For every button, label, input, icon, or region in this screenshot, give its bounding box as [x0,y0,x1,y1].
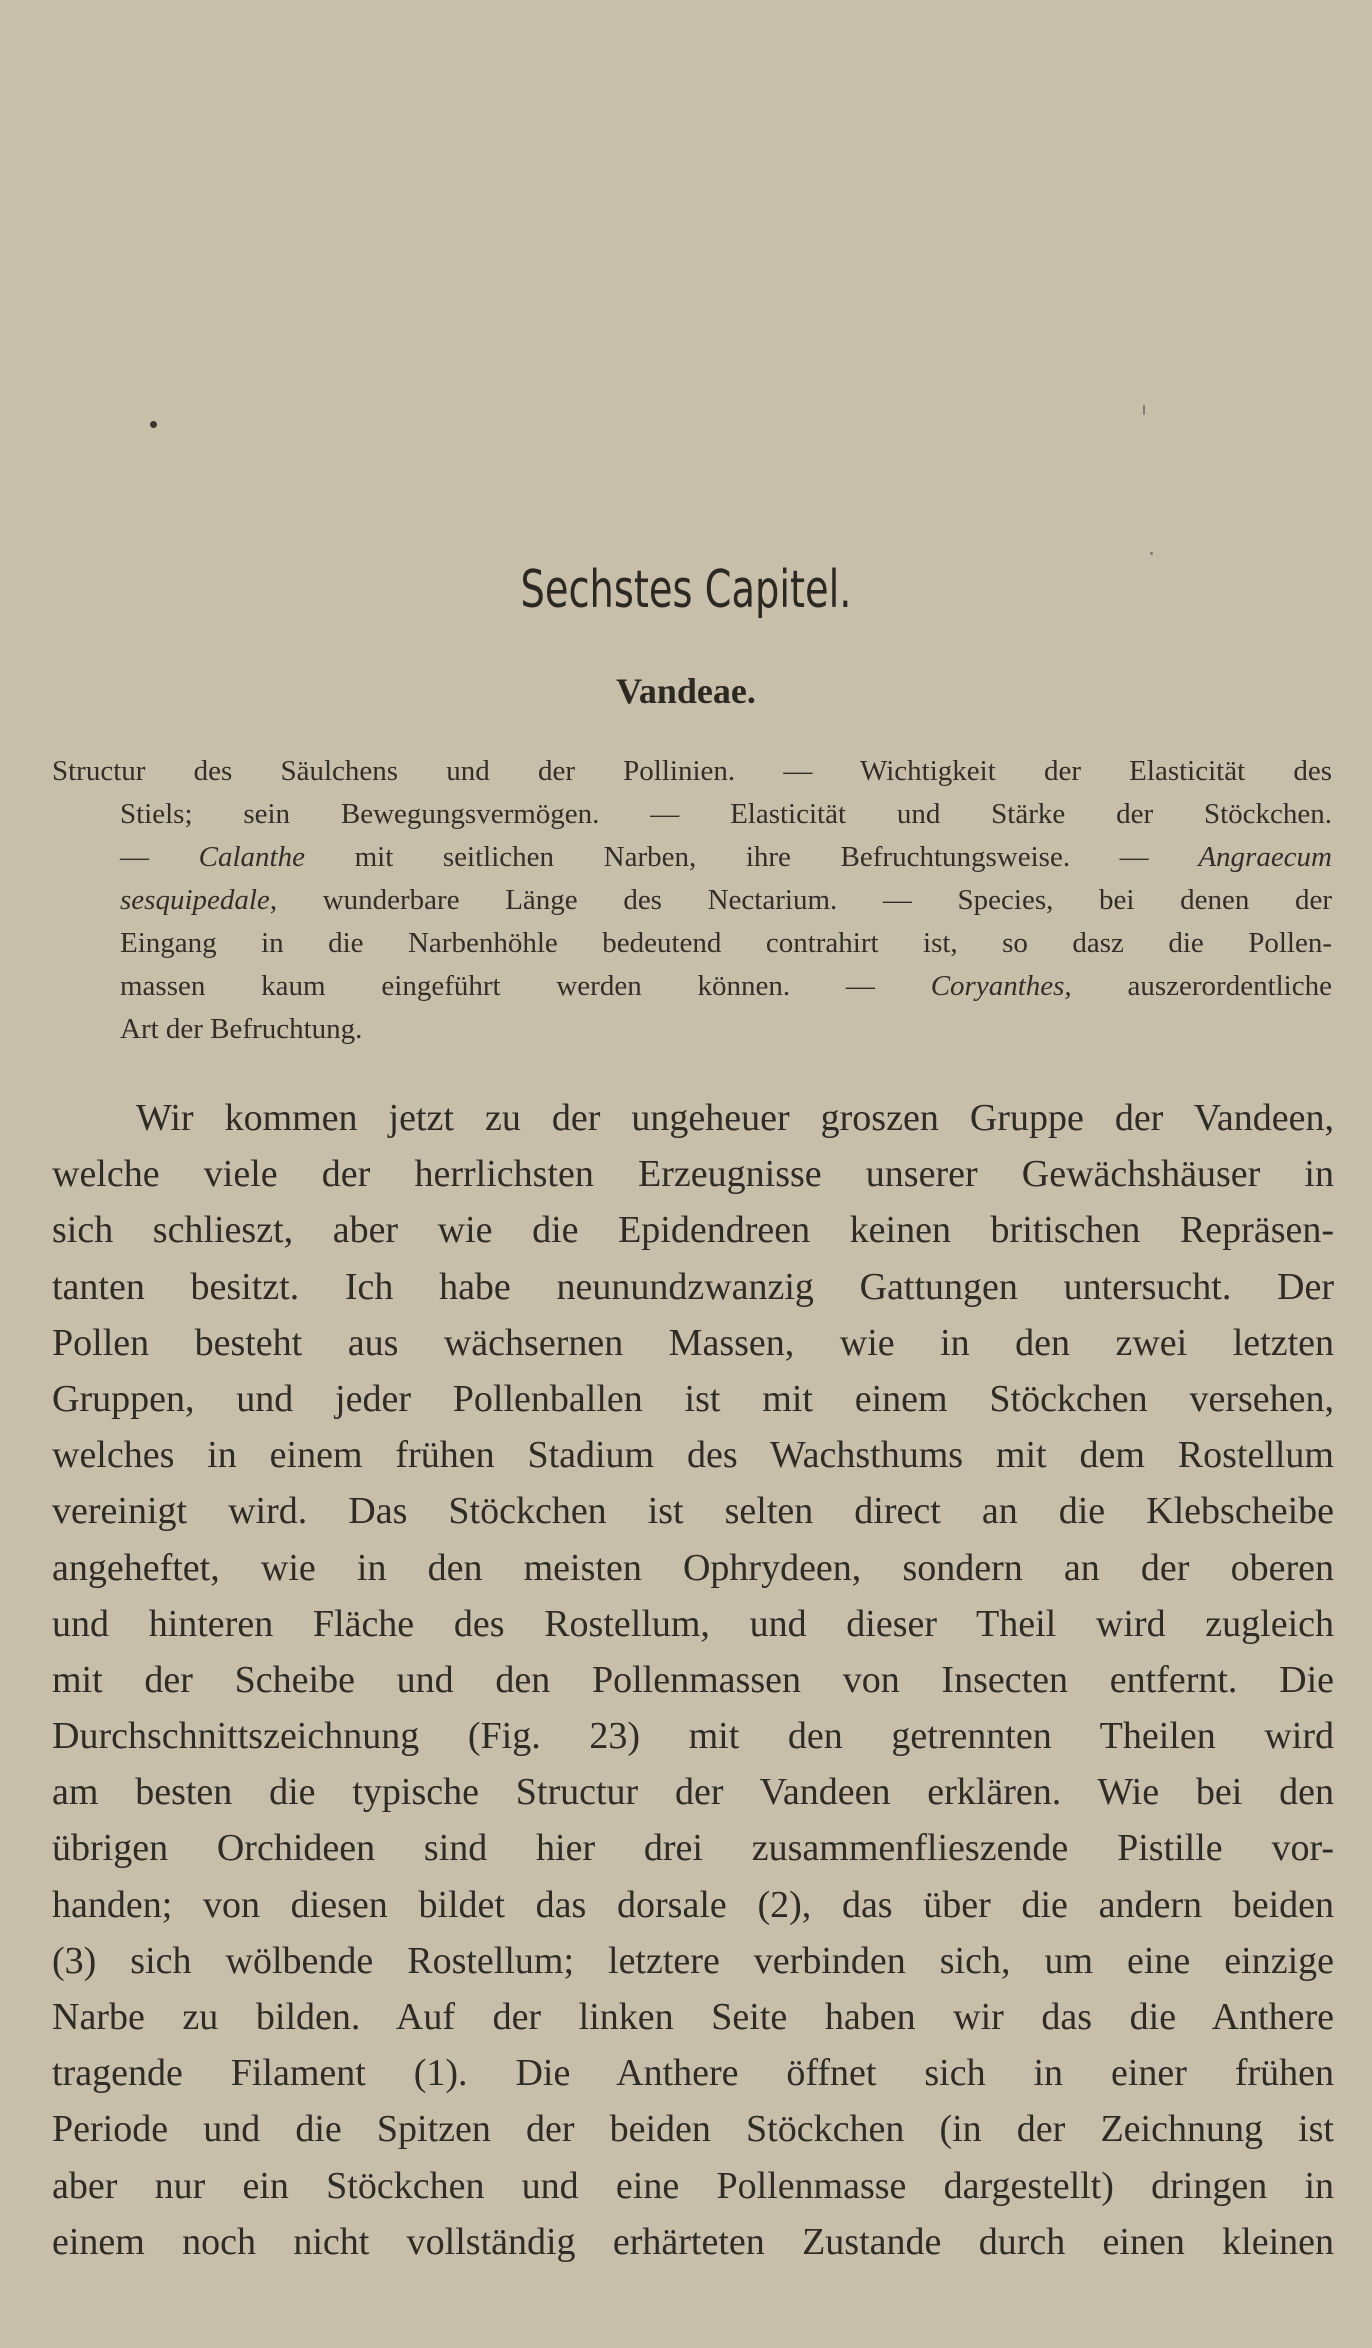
summary-line: Stiels; sein Bewegungsvermögen. — Elasticität und Stärke der Stöckchen. [120,798,1332,830]
body-line: Periode und die Spitzen der beiden Stöckchen (in der Zeichnung ist [52,2108,1334,2151]
body-paragraph [52,1090,1334,2270]
body-line: tanten besitzt. Ich habe neunundzwanzig Gattungen untersucht. Der [52,1265,1334,1308]
body-line: (3) sich wölbende Rostellum; letztere verbinden sich, um eine einzige [52,1939,1334,1982]
body-line: handen; von diesen bildet das dorsale (2), das über die andern beiden [52,1883,1334,1926]
summary-line: Eingang in die Narbenhöhle bedeutend contrahirt ist, so dasz die Pollen- [120,927,1332,959]
body-line: welche viele der herrlichsten Erzeugnisse unserer Gewächshäuser in [52,1153,1334,1196]
summary-line: massen kaum eingeführt werden können. — Coryanthes, auszerordentliche [120,970,1332,1002]
summary-line: — Calanthe mit seitlichen Narben, ihre Befruchtungsweise. — Angraecum [120,841,1332,873]
ink-speck [1143,405,1145,415]
body-line: Narbe zu bilden. Auf der linken Seite haben wir das die Anthere [52,1996,1334,2038]
body-line: welches in einem frühen Stadium des Wachsthums mit dem Rostellum [52,1434,1334,1477]
summary-line: Structur des Säulchens und der Pollinien. — Wichtigkeit der Elasticität des [52,755,1332,787]
summary-line: Art der Befruchtung. [120,1013,363,1045]
summary-line: sesquipedale, wunderbare Länge des Nectarium. — Species, bei denen der [120,884,1332,916]
body-line: und hinteren Fläche des Rostellum, und dieser Theil wird zugleich [52,1602,1334,1645]
chapter-title: Sechstes Capitel. [520,560,852,620]
ink-speck [150,421,157,428]
ink-speck [1150,552,1153,555]
body-line: aber nur ein Stöckchen und eine Pollenmasse dargestellt) dringen in [52,2164,1334,2207]
body-line: einem noch nicht vollständig erhärteten Zustande durch einen kleinen [52,2220,1334,2263]
body-line: Durchschnittszeichnung (Fig. 23) mit den getrennten Theilen wird [52,1715,1334,1758]
chapter-summary [52,750,1332,1051]
body-line: übrigen Orchideen sind hier drei zusammenflieszende Pistille vor- [52,1827,1334,1870]
body-line: sich schlieszt, aber wie die Epidendreen keinen britischen Repräsen- [52,1209,1334,1252]
body-line: angeheftet, wie in den meisten Ophrydeen, sondern an der oberen [52,1546,1334,1589]
section-title: Vandeae. [616,671,756,711]
body-line: Pollen besteht aus wächsernen Massen, wie in den zwei letzten [52,1321,1334,1364]
body-line: mit der Scheibe und den Pollenmassen von Insecten entfernt. Die [52,1658,1334,1701]
body-line: tragende Filament (1). Die Anthere öffnet sich in einer frühen [52,2052,1334,2095]
body-line: vereinigt wird. Das Stöckchen ist selten direct an die Klebscheibe [52,1490,1334,1533]
body-line: am besten die typische Structur der Vandeen erklären. Wie bei den [52,1771,1334,1814]
body-line: Gruppen, und jeder Pollenballen ist mit einem Stöckchen versehen, [52,1377,1334,1420]
body-line: Wir kommen jetzt zu der ungeheuer groszen Gruppe der Vandeen, [136,1097,1334,1139]
